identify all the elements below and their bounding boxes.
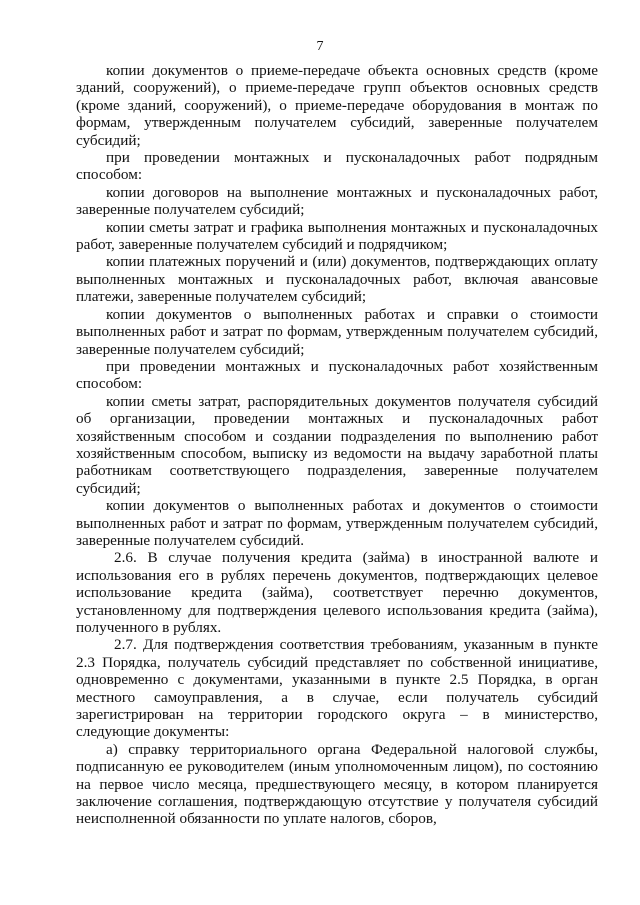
paragraph-contract-copies: копии договоров на выполнение монтажных и пусконаладочных работ, заверенные получателем субсидий;	[76, 183, 598, 219]
paragraph-inhouse-estimate: копии сметы затрат, распорядительных документов получателя субсидий об организации, проведении монтажных и пусконаладочных работ хозяйственным способом и создании подразделения по выполнению работ хозяйственным способом, выписку из ведомости на выдачу заработной платы работникам соответствующего подразделения, заверенные получателем субсидий;	[76, 392, 598, 497]
paragraph-asset-transfer-docs: копии документов о приеме-передаче объекта основных средств (кроме зданий, сооружений), о приеме-передаче групп объектов основных средств (кроме зданий, сооружений), о приеме-передаче оборудования в монтаж по формам, утвержденным получателем субсидий, заверенные получателем субсидий;	[76, 62, 598, 149]
paragraph-inhouse-method-heading: при проведении монтажных и пусконаладочных работ хозяйственным способом:	[76, 357, 598, 393]
paragraph-section-2-6: 2.6. В случае получения кредита (займа) в иностранной валюте и использования его в рублях перечень документов, подтверждающих целевое использование кредита (займа), соответствует перечню документов, установленному для подтверждения целевого использования кредита (займа), полученного в рублях.	[76, 549, 598, 636]
paragraph-estimate-schedule: копии сметы затрат и графика выполнения монтажных и пусконаладочных работ, заверенные получателем субсидий и подрядчиком;	[76, 218, 598, 254]
paragraph-contract-method-heading: при проведении монтажных и пусконаладочных работ подрядным способом:	[76, 149, 598, 184]
paragraph-completed-works-contract: копии документов о выполненных работах и справки о стоимости выполненных работ и затрат по формам, утвержденным получателем субсидий, заверенные получателем субсидий;	[76, 305, 598, 358]
paragraph-completed-works-inhouse: копии документов о выполненных работах и документов о стоимости выполненных работ и затрат по формам, утвержденным получателем субсидий, заверенные получателем субсидий.	[76, 497, 598, 549]
page-number: 7	[316, 39, 324, 54]
document-body	[76, 62, 598, 828]
paragraph-section-2-7: 2.7. Для подтверждения соответствия требованиям, указанным в пункте 2.3 Порядка, получатель субсидий представляет по собственной инициативе, одновременно с документами, указанными в пункте 2.5 Порядка, в орган местного самоуправления, а в случае, если получатель субсидий зарегистрирован на территории городского округа – в министерство, следующие документы:	[76, 636, 598, 741]
paragraph-payment-orders: копии платежных поручений и (или) документов, подтверждающих оплату выполненных монтажных и пусконаладочных работ, включая авансовые платежи, заверенные получателем субсидий;	[76, 253, 598, 306]
paragraph-item-a: а) справку территориального органа Федеральной налоговой службы, подписанную ее руководителем (иным уполномоченным лицом), по состоянию на первое число месяца, предшествующего месяцу, в котором планируется заключение соглашения, подтверждающую отсутствие у получателя субсидий неисполненной обязанности по уплате налогов, сборов,	[76, 740, 598, 828]
